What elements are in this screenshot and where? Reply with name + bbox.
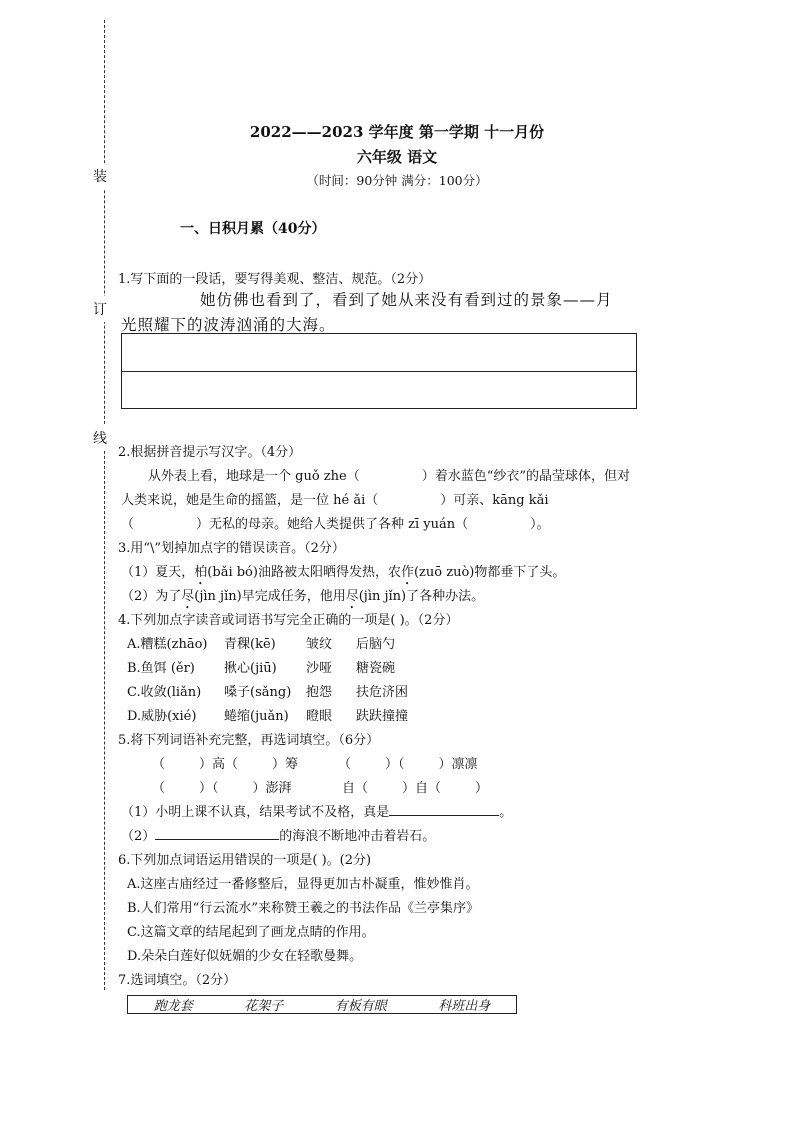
exam-title: 2022——2023 学年度 第一学期 十一月份 [249,123,545,141]
q2-line2 [121,489,549,508]
q6-option-b[interactable]: B.人们常用“行云流水”来称赞王羲之的书法作品《兰亭集序》 [127,901,479,916]
q5-sentence-1 [121,801,512,820]
option-word: 嗓子(sǎng) [224,685,292,700]
option-word: A.糟糕(zhāo) [127,637,208,652]
q5-prompt: 5.将下列词语补充完整，再选词填空。（6分） [118,733,380,748]
sentence-text: 。 [499,805,513,820]
idiom-text: ）高（ [199,757,239,772]
exam-info: （时间：90分钟 满分：100分） [306,173,488,188]
q5-idiom-2 [338,753,478,772]
option-word: 皱纹 [306,637,333,652]
idiom-text: ）凛凛 [438,757,478,772]
idiom-text: 自（ [342,781,369,796]
q5-idiom-3 [152,777,292,796]
exam-subtitle: 六年级 语文 [356,148,438,166]
q3-prompt: 3.用“\”划掉加点字的错误读音。（2分） [118,541,345,556]
q6-option-a[interactable]: A.这座古庙经过一番修整后，显得更加古朴凝重，惟妙惟肖。 [127,877,479,892]
sentence-text: 的海浪不断地冲击着岩石。 [279,829,436,844]
option-word: 沙哑 [306,661,333,676]
paren-open: （ [152,757,166,772]
q1-passage-line1: 她仿佛也看到了，看到了她从来没有看到过的景象——月 [200,291,613,309]
option-word: 蜷缩(juǎn) [224,709,289,724]
option-word: 趺趺撞撞 [356,709,409,724]
q5-idiom-4 [342,777,488,796]
idiom-text: ）筹 [272,757,299,772]
q6-option-d[interactable]: D.朵朵白莲好似妩媚的少女在轻歌曼舞。 [127,949,363,964]
dotted-char: 尽 [345,589,359,604]
word-bank-item: 科班出身 [438,999,491,1014]
q5-sentence-2 [121,825,435,844]
q4-option-c[interactable] [127,681,408,700]
option-word: 青稞(kē) [224,637,276,652]
sentence-text: （1）小明上课不认真，结果考试不及格，真是 [121,805,390,820]
idiom-text: ）自（ [402,781,442,796]
dotted-char: 柏 [194,565,208,580]
option-word: 扶危济困 [356,685,409,700]
option-word: 瞪眼 [306,709,333,724]
word-bank-item: 花架子 [244,999,284,1014]
q2-line3 [121,513,550,532]
idiom-text: ）（ [199,781,219,796]
answer-underline[interactable] [155,827,279,840]
q4-option-d[interactable] [127,705,408,724]
writing-box-divider [122,371,636,372]
dotted-char: 尽 [181,589,195,604]
option-word: 后脑勺 [356,637,396,652]
paren-open: （ [338,757,352,772]
word-bank-item: 有板有眼 [334,999,387,1014]
q7-prompt: 7.选词填空。（2分） [118,973,237,988]
q3-s2-text-c: (jìn jǐn)了各种办法。 [358,589,485,604]
q6-option-c[interactable]: C.这篇文章的结尾起到了画龙点睛的作用。 [127,925,375,940]
section-title: 一、日积月累（40分） [180,221,326,237]
dotted-char: 作 [400,565,414,580]
answer-underline[interactable] [389,803,499,816]
q1-prompt: 1.写下面的一段话，要写得美观、整洁、规范。（2分） [118,272,432,287]
idiom-text: ）（ [385,757,405,772]
q3-sentence-1 [121,561,565,588]
q3-s1-text-a: （1）夏天， [121,565,195,580]
word-bank-item: 跑龙套 [153,999,193,1014]
q3-s1-text-b: (bǎi bó)油路被太阳晒得发热，农 [207,565,401,580]
option-word: B.鱼饵 (ěr) [127,661,195,676]
option-word: 抱怨 [306,685,333,700]
idiom-text: ） [475,781,489,796]
q1-writing-box[interactable] [121,333,637,409]
q3-s2-text-b: (jìn jǐn)早完成任务，他用 [194,589,346,604]
margin-char-xian: 线 [93,425,107,451]
q2-line1 [148,465,630,484]
option-word: C.收敛(liǎn) [127,685,202,700]
q2-line1-a: 从外表上看，地球是一个 guǒ zhe（ [148,469,360,484]
q2-line2-b: ）可亲、kāng kǎi [440,493,549,508]
q2-line3-c: ）。 [530,517,550,532]
q2-line3-b: ）无私的母亲。她给人类提供了各种 zī yuán（ [196,517,469,532]
q3-sentence-2 [121,585,484,612]
q2-prompt: 2.根据拼音提示写汉字。（4分） [118,445,302,460]
q4-prompt: 4.下列加点字读音或词语书写完全正确的一项是( )。（2分） [118,613,459,628]
q7-word-bank [127,995,517,1014]
q2-line1-b: ）着水蓝色“纱衣”的晶莹球体，但对 [421,469,630,484]
q2-line2-a: 人类来说，她是生命的摇篮，是一位 hé ǎi（ [121,493,379,508]
q4-option-b[interactable] [127,657,395,676]
q3-s1-text-c: (zuō zuò)物都垂下了头。 [413,565,566,580]
q4-option-a[interactable] [127,633,395,652]
option-word: 糖瓷碗 [356,661,396,676]
option-word: 揪心(jiū) [224,661,277,676]
q2-line3-a: （ [121,517,135,532]
q5-idiom-1 [152,753,298,772]
margin-char-zhuang: 装 [93,163,107,189]
margin-char-ding: 订 [93,296,107,322]
paren-open: （ [152,781,166,796]
option-word: D.威胁(xié) [127,709,197,724]
q1-passage-line2: 光照耀下的波涛汹涌的大海。 [121,316,336,334]
q3-s2-text-a: （2）为了 [121,589,182,604]
q6-prompt: 6.下列加点词语运用错误的一项是( )。(2分) [118,853,372,868]
idiom-text: ）澎湃 [252,781,292,796]
sentence-text: （2） [121,829,156,844]
